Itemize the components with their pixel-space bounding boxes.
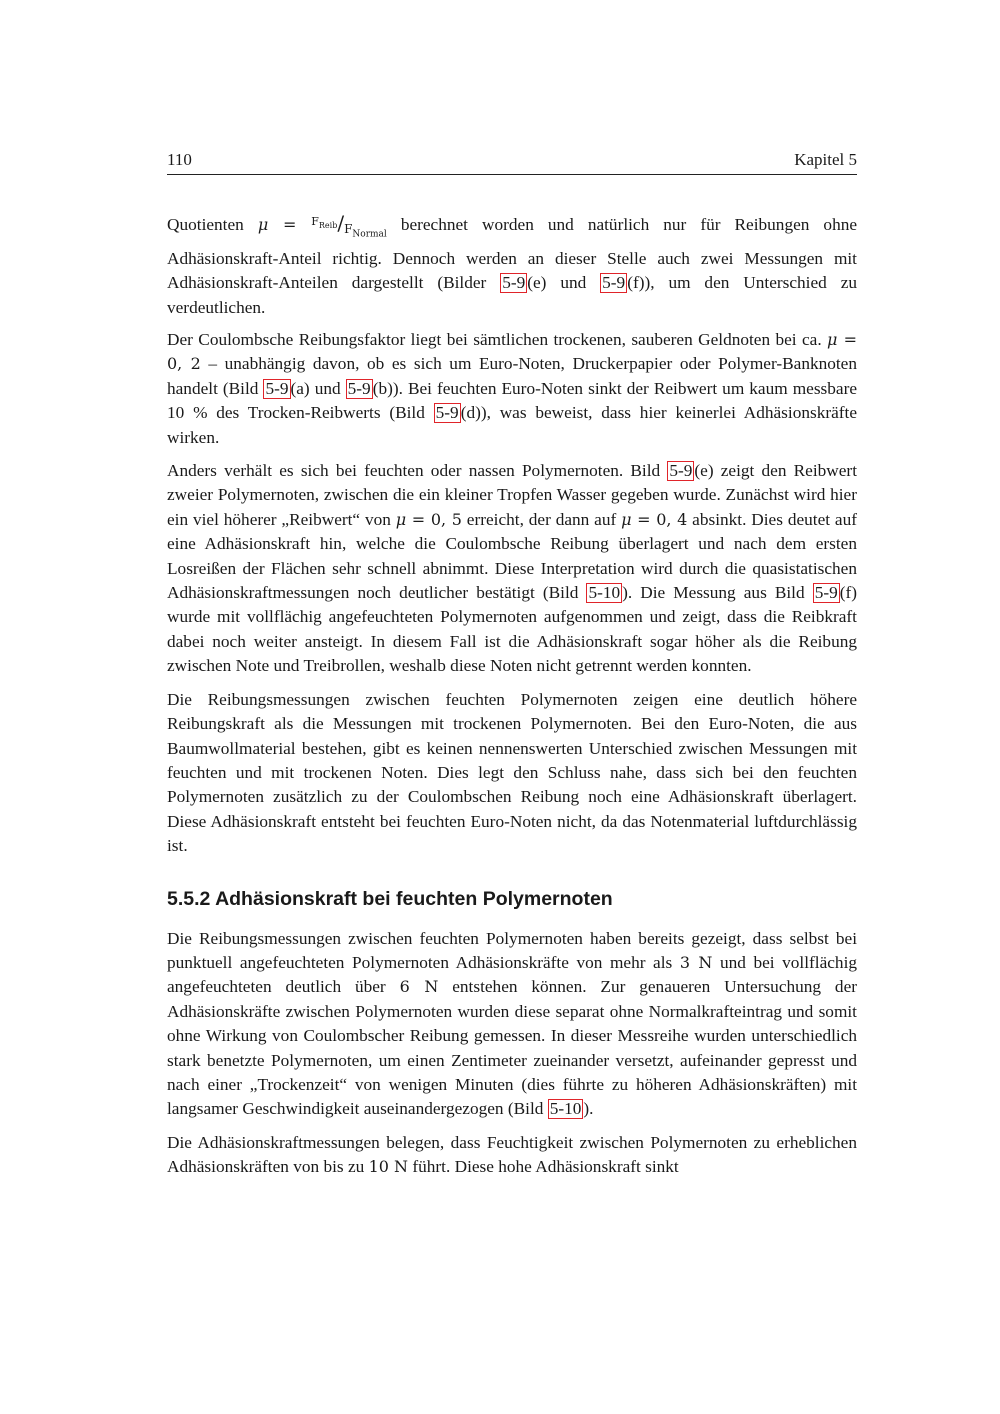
- section-heading: 5.5.2 Adhäsionskraft bei feuchten Polymernoten: [167, 887, 613, 910]
- chapter-label: Kapitel 5: [794, 150, 857, 169]
- fraction-numerator: FReib: [311, 215, 338, 231]
- paragraph-quotient: Quotienten $\mu = ^{F_{Reib}}/F_{Normal}$ berechnet worden und natürlich nur für Reibungen ohne Adhäsionskraft-Anteil richtig. Dennoch werden an dieser Stelle auch zwei Messungen mit Adhäsionskraft-Anteilen dargestellt (Bilder 5-9 (e) und 5-9 (f)), um den Unterschied zu verdeutlichen.: [167, 211, 858, 317]
- paragraph-polymer: Anders verhält es sich bei feuchten oder nassen Polymernoten. Bild 5-9 (e) zeigt den Reibwert zweier Polymernoten, zwischen die ein kleiner Tropfen Wasser gegeben wurde. Zunächst wird hier ein viel höherer „Reibwert“ von μ = 0, 5 erreicht, der dann auf μ = 0, 4 absinkt. Dies deutet auf eine Adhäsionskraft hin, welche die Coulombsche Reibung überlagert und nach dem ersten Losreißen der Flächen sehr schnell abnimmt. Diese Interpretation wird durch die quasistatischen Adhäsionskraftmessungen noch deutlicher bestätigt (Bild 5-10 ). Die Messung aus Bild 5-9 (f) wurde mit vollflächig angefeuchteten Polymernoten aufgenommen und zeigt, dass die Reibkraft dabei noch weiter ansteigt. In diesem Fall ist die Adhäsionskraft sogar höher als die Reibung zwischen Note und Treibrollen, weshalb diese Noten nicht getrennt werden konnten.: [167, 461, 857, 676]
- body-text: [167, 210, 857, 1189]
- figure-link[interactable]: 5-9: [435, 403, 459, 423]
- figure-link[interactable]: 5-10: [588, 583, 621, 603]
- math-mu: μ: [257, 215, 269, 234]
- page-header: [167, 148, 857, 175]
- figure-link[interactable]: 5-9: [502, 273, 526, 293]
- fraction-denominator: $F_{Normal}$: [344, 222, 387, 240]
- figure-link[interactable]: 5-10: [549, 1099, 582, 1119]
- paragraph-comparison: Die Reibungsmessungen zwischen feuchten Polymernoten zeigen eine deutlich höhere Reibungskraft als die Messungen mit trockenen Polymernoten. Bei den Euro-Noten, die aus Baumwollmaterial bestehen, gibt es keinen nennenswerten Unterschied zwischen Messungen mit feuchten und mit trockenen Noten. Dies legt den Schluss nahe, dass sich bei den feuchten Polymernoten zusätzlich zu der Coulombschen Reibung noch eine Adhäsionskraft überlagert. Diese Adhäsionskraft entsteht bei feuchten Euro-Noten nicht, da das Notenmaterial luftdurchlässig ist.: [167, 689, 857, 856]
- figure-link[interactable]: 5-9: [669, 461, 693, 481]
- figure-link[interactable]: 5-9: [814, 583, 838, 603]
- paragraph-adhesion: Die Reibungsmessungen zwischen feuchten Polymernoten haben bereits gezeigt, dass selbst bei punktuell angefeuchteten Polymernoten Adhäsionskräfte von mehr als 3 N und bei vollflächig angefeuchteten deutlich über 6 N entstehen können. Zur genaueren Untersuchung der Adhäsionskräfte zwischen Polymernoten wurden diese separat ohne Normalkrafteintrag und somit ohne Wirkung von Coulombscher Reibung gemessen. In dieser Messreihe wurden unterschiedlich stark benetzte Polymernoten, um einen Zentimeter zueinander versetzt, aufeinander gepresst und nach einer „Trockenzeit“ von wenigen Minuten (dies führte zu höheren Adhäsionskräften) mit langsamer Geschwindigkeit auseinandergezogen (Bild 5-10 ).: [167, 928, 858, 1119]
- page-number: 110: [167, 150, 192, 169]
- paragraph-measurements: Die Adhäsionskraftmessungen belegen, dass Feuchtigkeit zwischen Polymernoten zu erheblichen Adhäsionskräften von bis zu 10 N führt. Diese hohe Adhäsionskraft sinkt: [167, 1132, 857, 1177]
- figure-link[interactable]: 5-9: [602, 273, 626, 293]
- figure-link[interactable]: 5-9: [265, 378, 289, 398]
- figure-link[interactable]: 5-9: [347, 378, 371, 398]
- paragraph-coulomb: Der Coulombsche Reibungsfaktor liegt bei sämtlichen trockenen, sauberen Geldnoten bei ca. μ = 0, 2 – unabhängig davon, ob es sich um Euro-Noten, Druckerpapier oder Polymer-Banknoten handelt (Bild 5-9 (a) und 5-9 (b)). Bei feuchten Euro-Noten sinkt der Reibwert um kaum messbare 10 % des Trocken-Reibwerts (Bild 5-9 (d)), was beweist, dass hier keinerlei Adhäsionskräfte wirken.: [167, 330, 858, 447]
